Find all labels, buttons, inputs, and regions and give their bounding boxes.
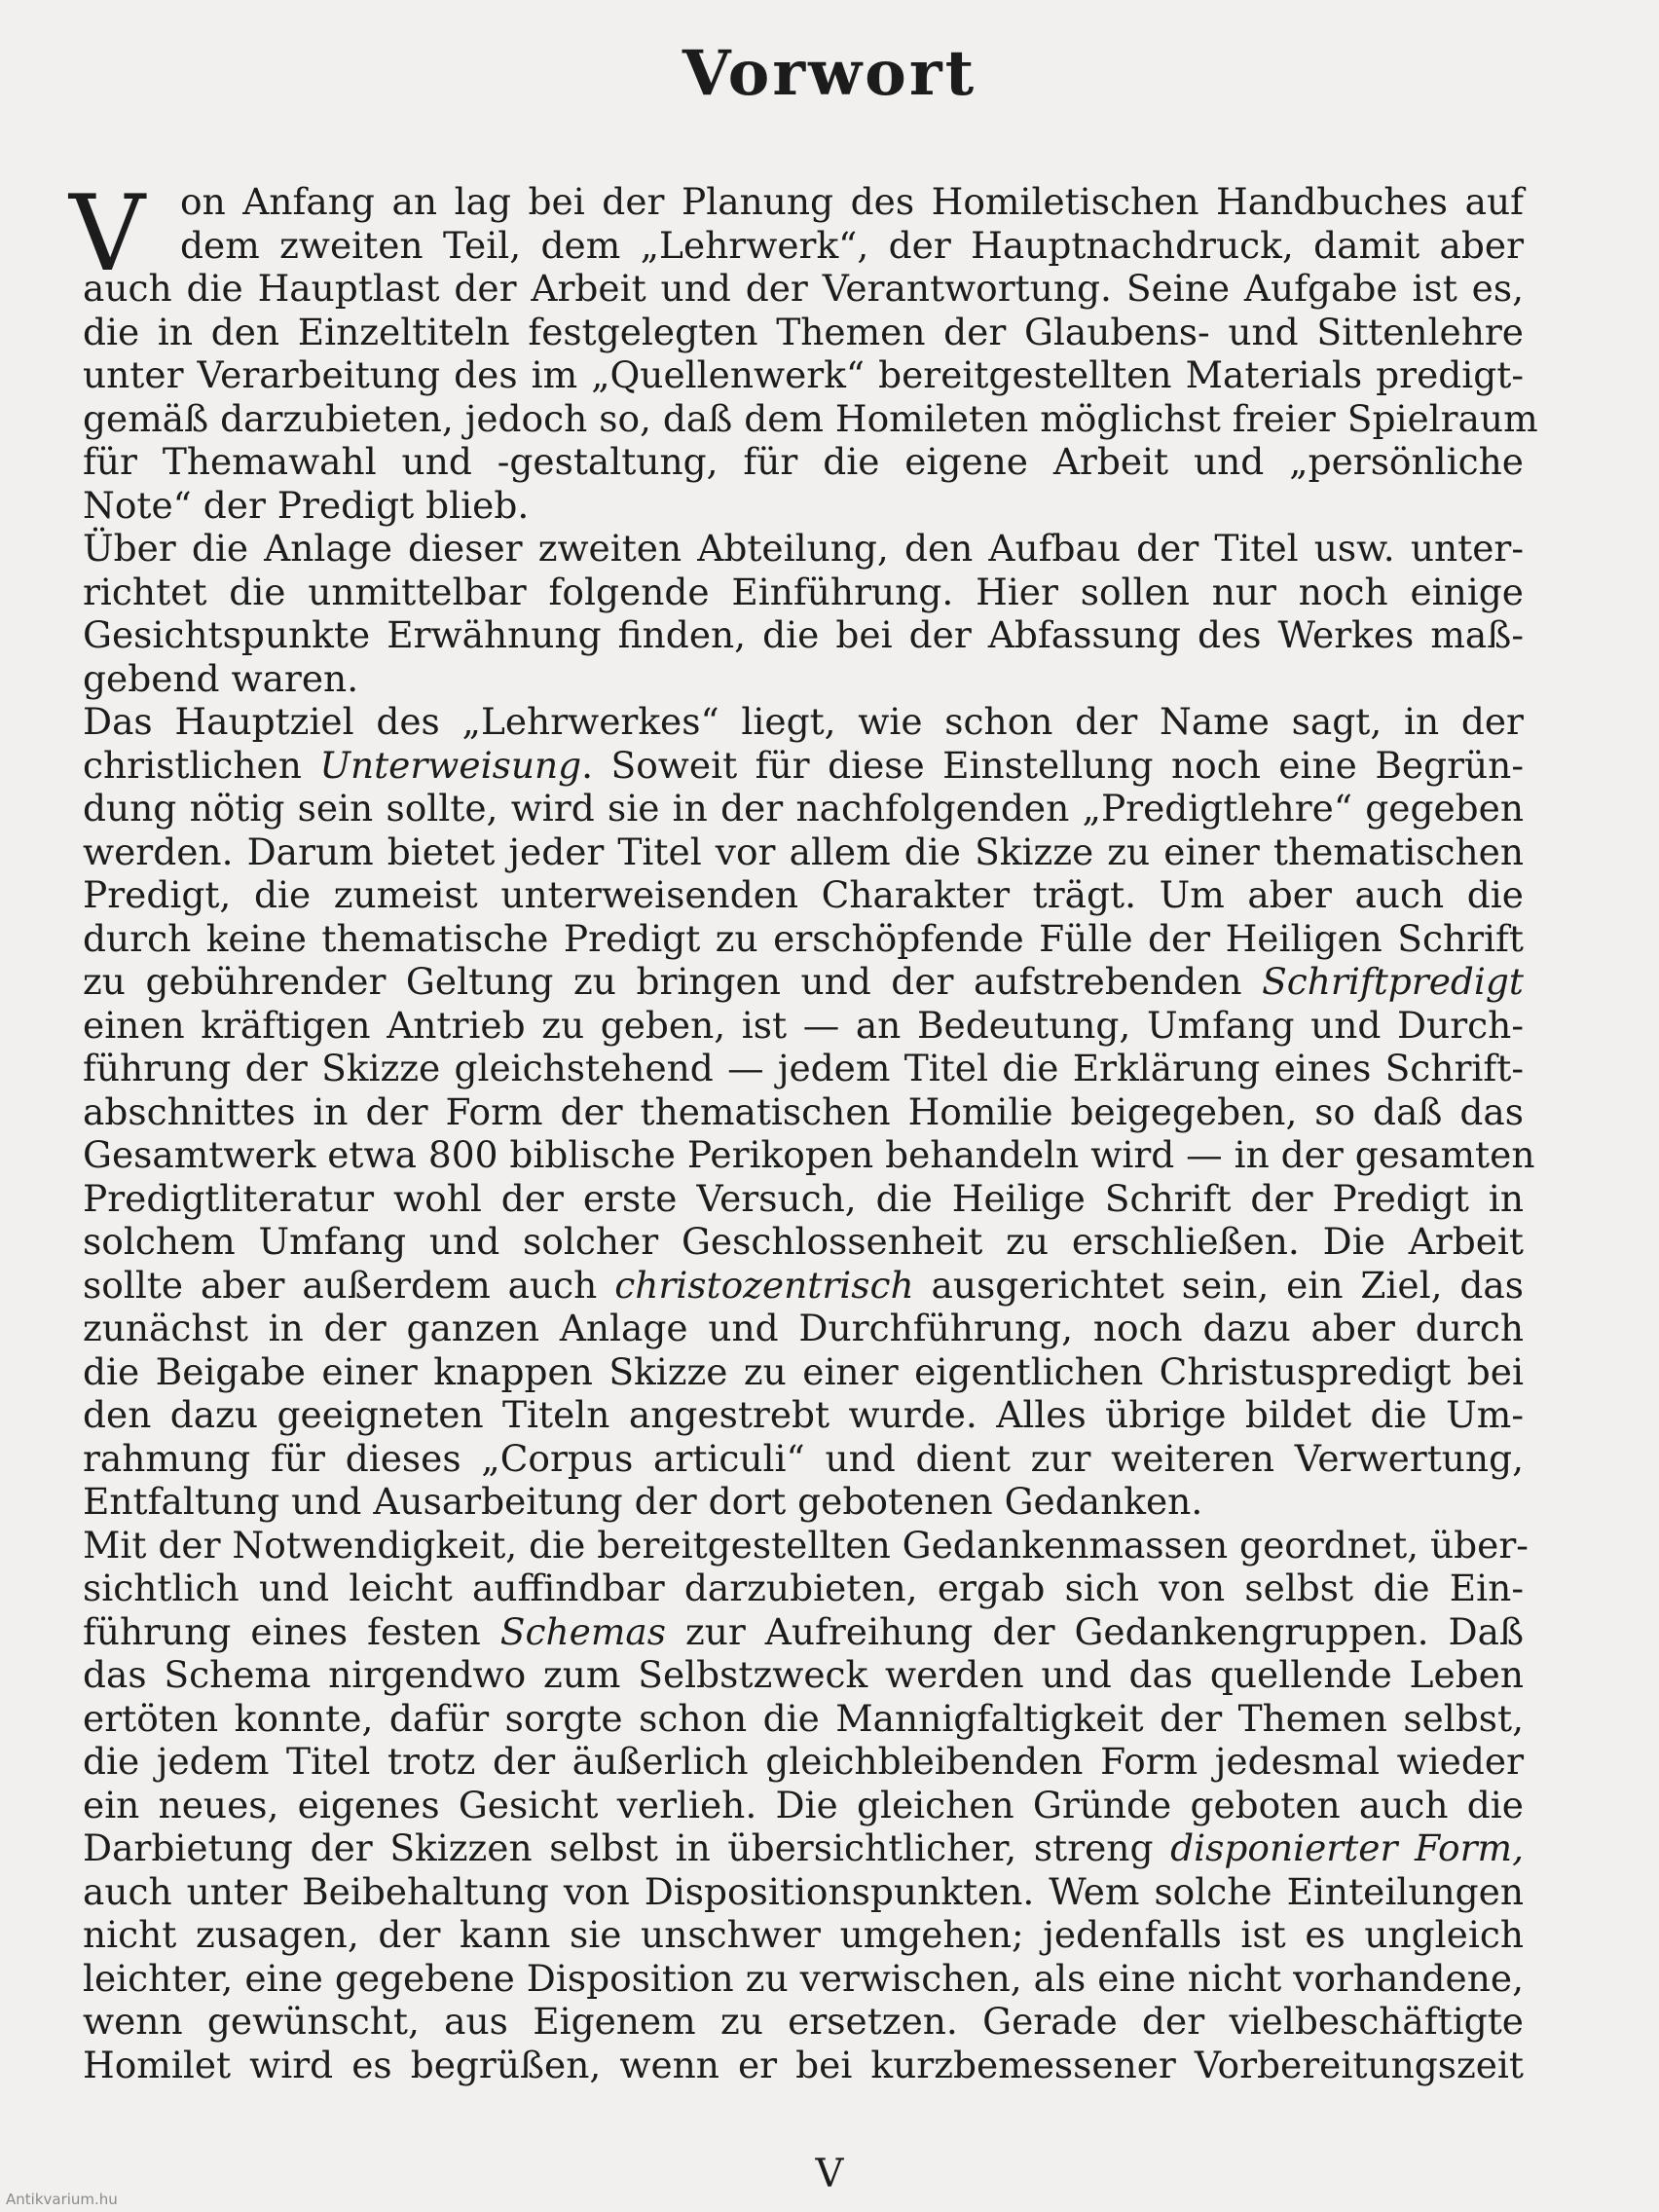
text-run: sollte aber außerdem auch — [83, 1263, 615, 1307]
text-run: zur Aufreihung der Gedankengruppen. Daß — [666, 1609, 1524, 1653]
text-line: wenn gewünscht, aus Eigenem zu ersetzen. Gerade der vielbeschäftigte — [83, 2000, 1524, 2043]
text-line: nicht zusagen, der kann sie unschwer umgehen; jedenfalls ist es ungleich — [83, 1913, 1524, 1956]
page-number: V — [815, 2152, 844, 2196]
text-run: zu gebührender Geltung zu bringen und der aufstrebenden — [83, 960, 1263, 1003]
text-line: werden. Darum bietet jeder Titel vor allem die Skizze zu einer thematischen — [83, 830, 1524, 873]
text-line: Über die Anlage dieser zweiten Abteilung, den Aufbau der Titel usw. unter- — [83, 527, 1524, 570]
text-line: rahmung für dieses „Corpus articuli“ und dient zur weiteren Verwertung, — [83, 1436, 1524, 1480]
text-line: richtet die unmittelbar folgende Einführung. Hier sollen nur noch einige — [83, 570, 1524, 613]
text-line: auch die Hauptlast der Arbeit und der Verantwortung. Seine Aufgabe ist es, — [83, 267, 1524, 310]
text-line: gemäß darzubieten, jedoch so, daß dem Homileten möglichst freier Spielraum — [83, 396, 1538, 440]
text-line: die in den Einzeltiteln festgelegten Themen der Glaubens- und Sittenlehre — [83, 310, 1524, 353]
text-line: den dazu geeigneten Titeln angestrebt wurde. Alles übrige bildet die Um- — [83, 1393, 1524, 1436]
text-run: führung eines festen — [83, 1609, 500, 1653]
emphasis-text: Schemas — [499, 1609, 666, 1653]
text-line: leichter, eine gegebene Disposition zu verwischen, als eine nicht vorhandene, — [83, 1956, 1524, 2000]
text-line: zunächst in der ganzen Anlage und Durchführung, noch dazu aber durch — [83, 1307, 1524, 1349]
text-line: unter Verarbeitung des im „Quellenwerk“ bereitgestellten Materials predigt- — [83, 353, 1524, 396]
text-line: durch keine thematische Predigt zu erschöpfende Fülle der Heiligen Schrift — [83, 916, 1524, 960]
emphasis-text: Unterweisung — [319, 743, 582, 787]
text-line: abschnittes in der Form der thematischen Homilie beigegeben, so daß das — [83, 1089, 1524, 1133]
text-line: die Beigabe einer knappen Skizze zu einer eigentlichen Christuspredigt bei — [83, 1349, 1524, 1393]
text-line: Das Hauptziel des „Lehrwerkes“ liegt, wie schon der Name sagt, in der — [83, 700, 1524, 743]
text-line: dung nötig sein sollte, wird sie in der nachfolgenden „Predigtlehre“ gegeben — [83, 787, 1524, 830]
text-line: ertöten konnte, dafür sorgte schon die Mannigfaltigkeit der Themen selbst, — [83, 1696, 1524, 1740]
text-line: solchem Umfang und solcher Geschlossenheit zu erschließen. Die Arbeit — [83, 1220, 1524, 1263]
text-line: on Anfang an lag bei der Planung des Homiletischen Handbuches auf — [180, 180, 1524, 223]
text-run: ausgerichtet sein, ein Ziel, das — [913, 1263, 1525, 1307]
emphasis-text: christozentrisch — [614, 1263, 914, 1307]
emphasis-text: Schriftpredigt — [1262, 960, 1524, 1003]
text-line: Note“ der Predigt blieb. — [83, 483, 530, 527]
text-line: einen kräftigen Antrieb zu geben, ist — an Bedeutung, Umfang und Durch- — [83, 1003, 1524, 1047]
text-line: Mit der Notwendigkeit, die bereitgestellten Gedankenmassen geordnet, über- — [83, 1523, 1529, 1567]
text-line: auch unter Beibehaltung von Dispositionspunkten. Wem solche Einteilungen — [83, 1869, 1524, 1913]
text-line: Predigtliteratur wohl der erste Versuch, die Heilige Schrift der Predigt in — [83, 1176, 1524, 1220]
page-title: Vorwort — [682, 37, 977, 110]
text-line: Homilet wird es begrüßen, wenn er bei kurzbemessener Vorbereitungszeit — [83, 2043, 1524, 2086]
text-line: Gesamtwerk etwa 800 biblische Perikopen behandeln wird — in der gesamten — [83, 1133, 1535, 1176]
text-line — [83, 960, 1524, 1004]
emphasis-text: disponierter Form, — [1170, 1826, 1524, 1869]
drop-cap: V — [69, 173, 145, 295]
text-line: Entfaltung und Ausarbeitung der dort gebotenen Gedanken. — [83, 1480, 1203, 1523]
text-run: . Soweit für diese Einstellung noch eine Begrün- — [581, 743, 1524, 787]
watermark: Antikvarium.hu — [6, 2191, 118, 2208]
text-line: dem zweiten Teil, dem „Lehrwerk“, der Hauptnachdruck, damit aber — [180, 223, 1524, 267]
text-line: Predigt, die zumeist unterweisenden Charakter trägt. Um aber auch die — [83, 873, 1524, 916]
text-run: Darbietung der Skizzen selbst in übersichtlicher, streng — [83, 1826, 1171, 1869]
body-text — [69, 173, 1538, 2086]
text-line: die jedem Titel trotz der äußerlich gleichbleibenden Form jedesmal wieder — [83, 1740, 1524, 1783]
text-line: das Schema nirgendwo zum Selbstzweck werden und das quellende Leben — [83, 1653, 1524, 1696]
text-line: ein neues, eigenes Gesicht verlieh. Die gleichen Gründe geboten auch die — [83, 1783, 1524, 1826]
text-line: Gesichtspunkte Erwähnung finden, die bei der Abfassung des Werkes maß- — [83, 613, 1524, 656]
text-line — [83, 744, 1524, 788]
text-line — [83, 1826, 1524, 1870]
text-line — [83, 1610, 1524, 1654]
text-run: christlichen — [83, 743, 320, 787]
text-line — [83, 1264, 1524, 1308]
text-line: gebend waren. — [83, 656, 359, 700]
text-line: sichtlich und leicht auffindbar darzubieten, ergab sich von selbst die Ein- — [83, 1567, 1524, 1609]
text-line: für Themawahl und -gestaltung, für die eigene Arbeit und „persönliche — [83, 440, 1524, 483]
text-line: führung der Skizze gleichstehend — jedem Titel die Erklärung eines Schrift- — [83, 1047, 1524, 1089]
